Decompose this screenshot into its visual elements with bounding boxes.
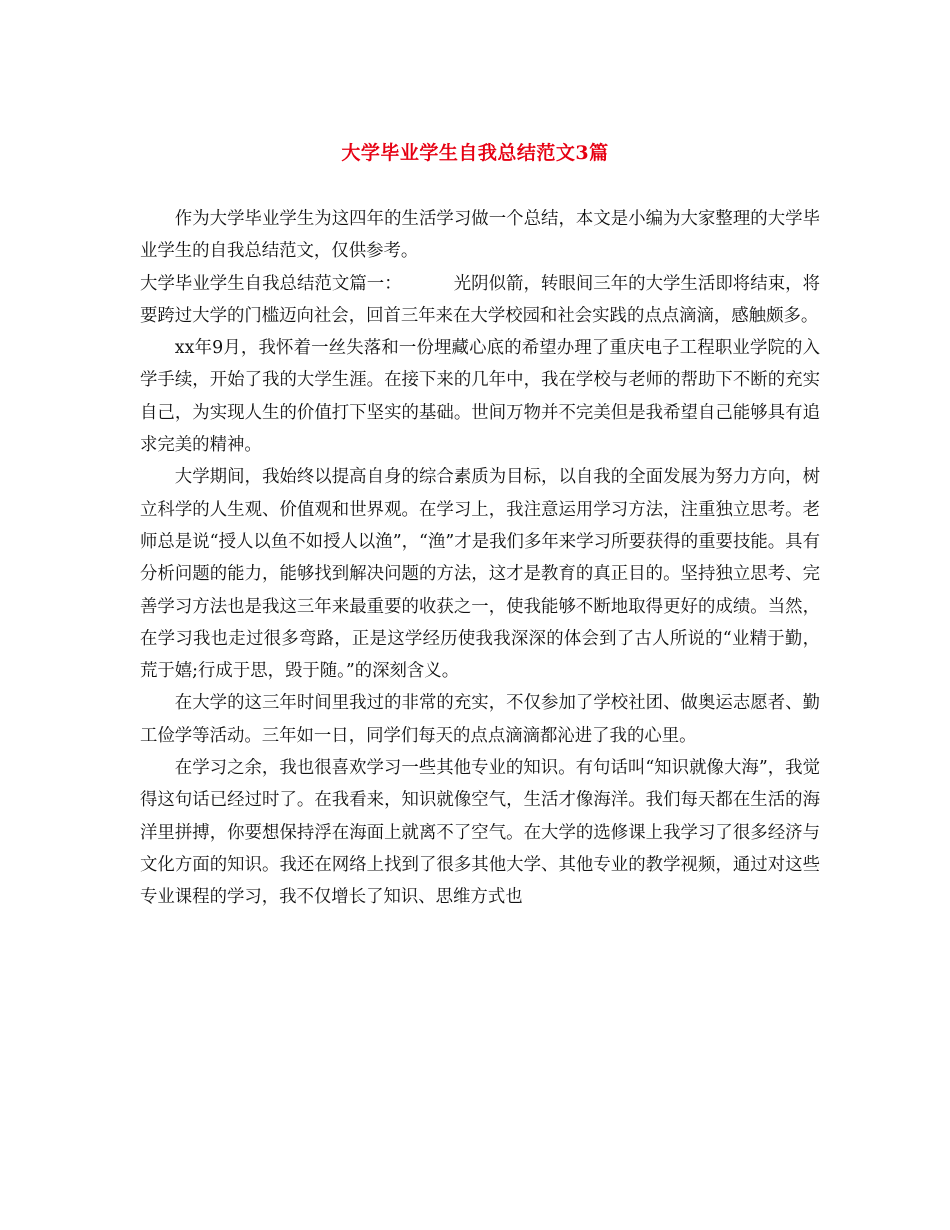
body-paragraph: 在大学的这三年时间里我过的非常的充实，不仅参加了学校社团、做奥运志愿者、勤工俭学等活动。三年如一日，同学们每天的点点滴滴都沁进了我的心里。: [140, 693, 820, 746]
section-heading: 大学毕业学生自我总结范文篇一：: [140, 273, 402, 294]
body-paragraph: 在学习之余，我也很喜欢学习一些其他专业的知识。有句话叫“知识就像大海”，我觉得这句话已经过时了。在我看来，知识就像空气，生活才像海洋。我们每天都在生活的海洋里拼搏，你要想保持浮在海面上就离不了空气。在大学的选修课上我学习了很多经济与文化方面的知识。我还在网络上找到了很多其他大学、其他专业的教学视频，通过对这些专业课程的学习，我不仅增长了知识、思维方式也: [140, 758, 820, 908]
document-title: 大学毕业学生自我总结范文3篇: [341, 142, 609, 164]
intro-paragraph: 作为大学毕业学生为这四年的生活学习做一个总结，本文是小编为大家整理的大学毕业学生的自我总结范文，仅供参考。: [140, 209, 820, 262]
body-paragraph: 大学期间，我始终以提高自身的综合素质为目标，以自我的全面发展为努力方向，树立科学的人生观、价值观和世界观。在学习上，我注意运用学习方法，注重独立思考。老师总是说“授人以鱼不如授人以渔”，“渔”才是我们多年来学习所要获得的重要技能。具有分析问题的能力，能够找到解决问题的方法，这才是教育的真正目的。坚持独立思考、完善学习方法也是我这三年来最重要的收获之一，使我能够不断地取得更好的成绩。当然，在学习我也走过很多弯路，正是这学经历使我我深深的体会到了古人所说的“业精于勤，荒于嬉;行成于思，毁于随。”的深刻含义。: [140, 467, 820, 682]
document-body: [140, 203, 820, 914]
section-one-paragraph: [140, 268, 820, 333]
body-paragraph: xx年9月，我怀着一丝失落和一份埋藏心底的希望办理了重庆电子工程职业学院的入学手续，开始了我的大学生涯。在接下来的几年中，我在学校与老师的帮助下不断的充实自己，为实现人生的价值打下坚实的基础。世间万物并不完美但是我希望自己能够具有追求完美的精神。: [140, 338, 820, 456]
section-first-text: 光阴似箭，转眼间三年的大学生活即将结束，将要跨过大学的门槛迈向社会，回首三年来在大学校园和社会实践的点点滴滴，感触颇多。: [140, 273, 820, 326]
